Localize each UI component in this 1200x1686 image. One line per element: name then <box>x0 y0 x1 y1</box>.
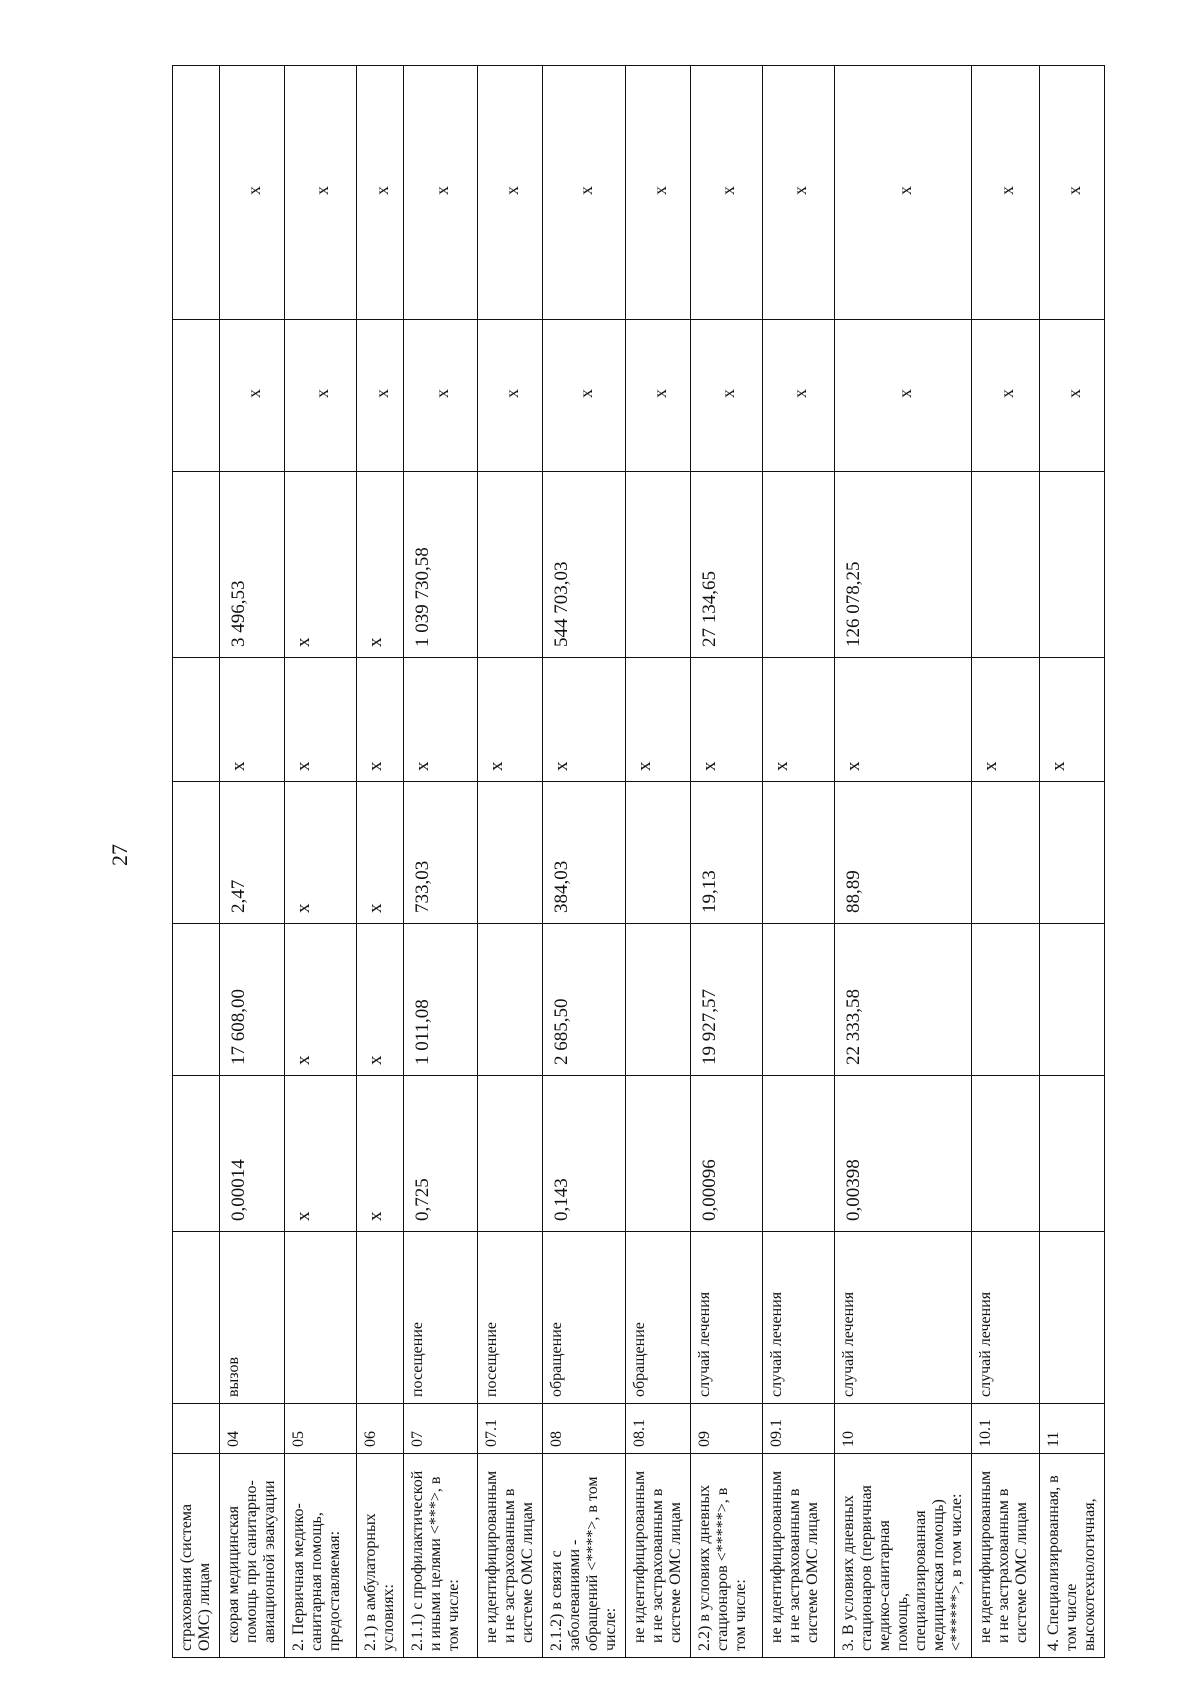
per-capita-oms-cell: x <box>763 658 835 782</box>
total-oms-cell: x <box>478 320 543 472</box>
total-budget-cell: 544 703,03 <box>543 472 626 658</box>
percent-cell: x <box>404 66 478 320</box>
total-budget-cell: 1 039 730,58 <box>404 472 478 658</box>
unit-cell: обращение <box>626 1232 691 1404</box>
cost-per-unit-cell <box>1040 924 1105 1076</box>
total-budget-cell <box>626 472 691 658</box>
per-capita-oms-cell: x <box>220 658 285 782</box>
total-oms-cell: x <box>404 320 478 472</box>
total-budget-cell: x <box>357 472 404 658</box>
per-capita-budget-cell: 2,47 <box>220 782 285 924</box>
per-capita-budget-cell: 88,89 <box>835 782 972 924</box>
total-oms-cell: x <box>357 320 404 472</box>
percent-cell: x <box>285 66 357 320</box>
table-row <box>835 66 972 1658</box>
total-oms-cell: x <box>626 320 691 472</box>
total-oms-cell: x <box>543 320 626 472</box>
code-cell: 09 <box>691 1404 763 1454</box>
per-capita-oms-cell: x <box>1040 658 1105 782</box>
total-budget-cell: x <box>285 472 357 658</box>
per-capita-oms-cell: x <box>691 658 763 782</box>
percent-cell: x <box>478 66 543 320</box>
volume-cell <box>763 1076 835 1232</box>
cost-per-unit-cell <box>626 924 691 1076</box>
per-capita-oms-cell: x <box>626 658 691 782</box>
volume-cell: 0,143 <box>543 1076 626 1232</box>
row-name-cell: 3. В условиях дневных стационаров (первичная медико-санитарная помощь, специализированная медицинская помощь) <******>, в том числе: <box>835 1454 972 1658</box>
per-capita-oms-cell: x <box>404 658 478 782</box>
percent-cell: x <box>357 66 404 320</box>
table-row <box>357 66 404 1658</box>
unit-cell <box>357 1232 404 1404</box>
row-name-cell: скорая медицинская помощь при санитарно-авиационной эвакуации <box>220 1454 285 1658</box>
unit-cell: вызов <box>220 1232 285 1404</box>
cost-per-unit-cell: 1 011,08 <box>404 924 478 1076</box>
total-oms-cell: x <box>1040 320 1105 472</box>
percent-cell: x <box>691 66 763 320</box>
per-capita-oms-cell: x <box>835 658 972 782</box>
per-capita-oms-cell: x <box>285 658 357 782</box>
table-sheet <box>172 66 1098 1658</box>
row-name-cell: 2. Первичная медико-санитарная помощь, предоставляемая: <box>285 1454 357 1658</box>
table-row <box>691 66 763 1658</box>
volume-cell <box>478 1076 543 1232</box>
row-name-cell: не идентифицированным и не застрахованным в системе ОМС лицам <box>972 1454 1040 1658</box>
code-cell: 05 <box>285 1404 357 1454</box>
cost-per-unit-cell: 19 927,57 <box>691 924 763 1076</box>
cost-per-unit-cell: x <box>285 924 357 1076</box>
volume-cell: 0,725 <box>404 1076 478 1232</box>
per-capita-oms-cell: x <box>543 658 626 782</box>
per-capita-budget-cell: 733,03 <box>404 782 478 924</box>
row-name-cell: не идентифицированным и не застрахованным в системе ОМС лицам <box>478 1454 543 1658</box>
per-capita-budget-cell: x <box>285 782 357 924</box>
total-budget-cell <box>972 472 1040 658</box>
cost-per-unit-cell <box>972 924 1040 1076</box>
per-capita-oms-cell: x <box>478 658 543 782</box>
volume-cell <box>1040 1076 1105 1232</box>
unit-cell: случай лечения <box>972 1232 1040 1404</box>
total-budget-cell <box>478 472 543 658</box>
cost-per-unit-cell <box>763 924 835 1076</box>
medical-care-table <box>172 65 1105 1658</box>
percent-cell: x <box>626 66 691 320</box>
per-capita-budget-cell: x <box>357 782 404 924</box>
row-name-cell: 2.1) в амбулаторных условиях: <box>357 1454 404 1658</box>
percent-cell: x <box>763 66 835 320</box>
row-name-cell: не идентифицированным и не застрахованным в системе ОМС лицам <box>763 1454 835 1658</box>
unit-cell <box>285 1232 357 1404</box>
total-budget-cell: 126 078,25 <box>835 472 972 658</box>
unit-cell <box>1040 1232 1105 1404</box>
volume-cell: 0,00014 <box>220 1076 285 1232</box>
table-row <box>626 66 691 1658</box>
unit-cell: случай лечения <box>691 1232 763 1404</box>
page-number: 27 <box>107 844 132 866</box>
volume-cell: 0,00398 <box>835 1076 972 1232</box>
row-name-cell: 4. Специализированная, в том числе высокотехнологичная, <box>1040 1454 1105 1658</box>
table-row <box>285 66 357 1658</box>
code-cell: 09.1 <box>763 1404 835 1454</box>
table-header-fragment-row <box>173 66 220 1658</box>
code-cell: 07 <box>404 1404 478 1454</box>
table-row <box>478 66 543 1658</box>
percent-cell: x <box>972 66 1040 320</box>
per-capita-oms-cell: x <box>357 658 404 782</box>
volume-cell: 0,00096 <box>691 1076 763 1232</box>
cost-per-unit-cell: x <box>357 924 404 1076</box>
percent-cell: x <box>1040 66 1105 320</box>
table-row <box>763 66 835 1658</box>
per-capita-budget-cell <box>972 782 1040 924</box>
total-budget-cell <box>1040 472 1105 658</box>
cost-per-unit-cell <box>478 924 543 1076</box>
code-cell: 10.1 <box>972 1404 1040 1454</box>
code-cell: 04 <box>220 1404 285 1454</box>
per-capita-budget-cell <box>763 782 835 924</box>
volume-cell <box>626 1076 691 1232</box>
cost-per-unit-cell: 17 608,00 <box>220 924 285 1076</box>
per-capita-budget-cell <box>1040 782 1105 924</box>
unit-cell: случай лечения <box>763 1232 835 1404</box>
total-oms-cell: x <box>285 320 357 472</box>
total-oms-cell: x <box>763 320 835 472</box>
total-oms-cell: x <box>220 320 285 472</box>
percent-cell: x <box>835 66 972 320</box>
row-name-cell: 2.1.2) в связи с заболеваниями - обращений <****>, в том числе: <box>543 1454 626 1658</box>
unit-cell: обращение <box>543 1232 626 1404</box>
total-budget-cell <box>763 472 835 658</box>
row-name-cell: 2.2) в условиях дневных стационаров <*****>, в том числе: <box>691 1454 763 1658</box>
total-budget-cell: 3 496,53 <box>220 472 285 658</box>
table-row <box>220 66 285 1658</box>
code-cell: 10 <box>835 1404 972 1454</box>
cost-per-unit-cell: 22 333,58 <box>835 924 972 1076</box>
per-capita-budget-cell <box>626 782 691 924</box>
table-row <box>404 66 478 1658</box>
unit-cell: посещение <box>404 1232 478 1404</box>
total-oms-cell: x <box>972 320 1040 472</box>
code-cell: 08 <box>543 1404 626 1454</box>
row-name-cell: не идентифицированным и не застрахованным в системе ОМС лицам <box>626 1454 691 1658</box>
per-capita-budget-cell: 384,03 <box>543 782 626 924</box>
per-capita-budget-cell: 19,13 <box>691 782 763 924</box>
cost-per-unit-cell: 2 685,50 <box>543 924 626 1076</box>
total-budget-cell: 27 134,65 <box>691 472 763 658</box>
code-cell: 11 <box>1040 1404 1105 1454</box>
volume-cell: x <box>285 1076 357 1232</box>
unit-cell: посещение <box>478 1232 543 1404</box>
code-cell: 07.1 <box>478 1404 543 1454</box>
table-row <box>543 66 626 1658</box>
percent-cell: x <box>543 66 626 320</box>
code-cell: 06 <box>357 1404 404 1454</box>
per-capita-oms-cell: x <box>972 658 1040 782</box>
unit-cell: случай лечения <box>835 1232 972 1404</box>
volume-cell: x <box>357 1076 404 1232</box>
percent-cell: x <box>220 66 285 320</box>
volume-cell <box>972 1076 1040 1232</box>
row-name-cell: 2.1.1) с профилактической и иными целями <***>, в том числе: <box>404 1454 478 1658</box>
per-capita-budget-cell <box>478 782 543 924</box>
table-row <box>1040 66 1105 1658</box>
code-cell: 08.1 <box>626 1404 691 1454</box>
header-fragment-cell: страхования (система ОМС) лицам <box>173 1454 220 1658</box>
total-oms-cell: x <box>691 320 763 472</box>
table-row <box>972 66 1040 1658</box>
total-oms-cell: x <box>835 320 972 472</box>
